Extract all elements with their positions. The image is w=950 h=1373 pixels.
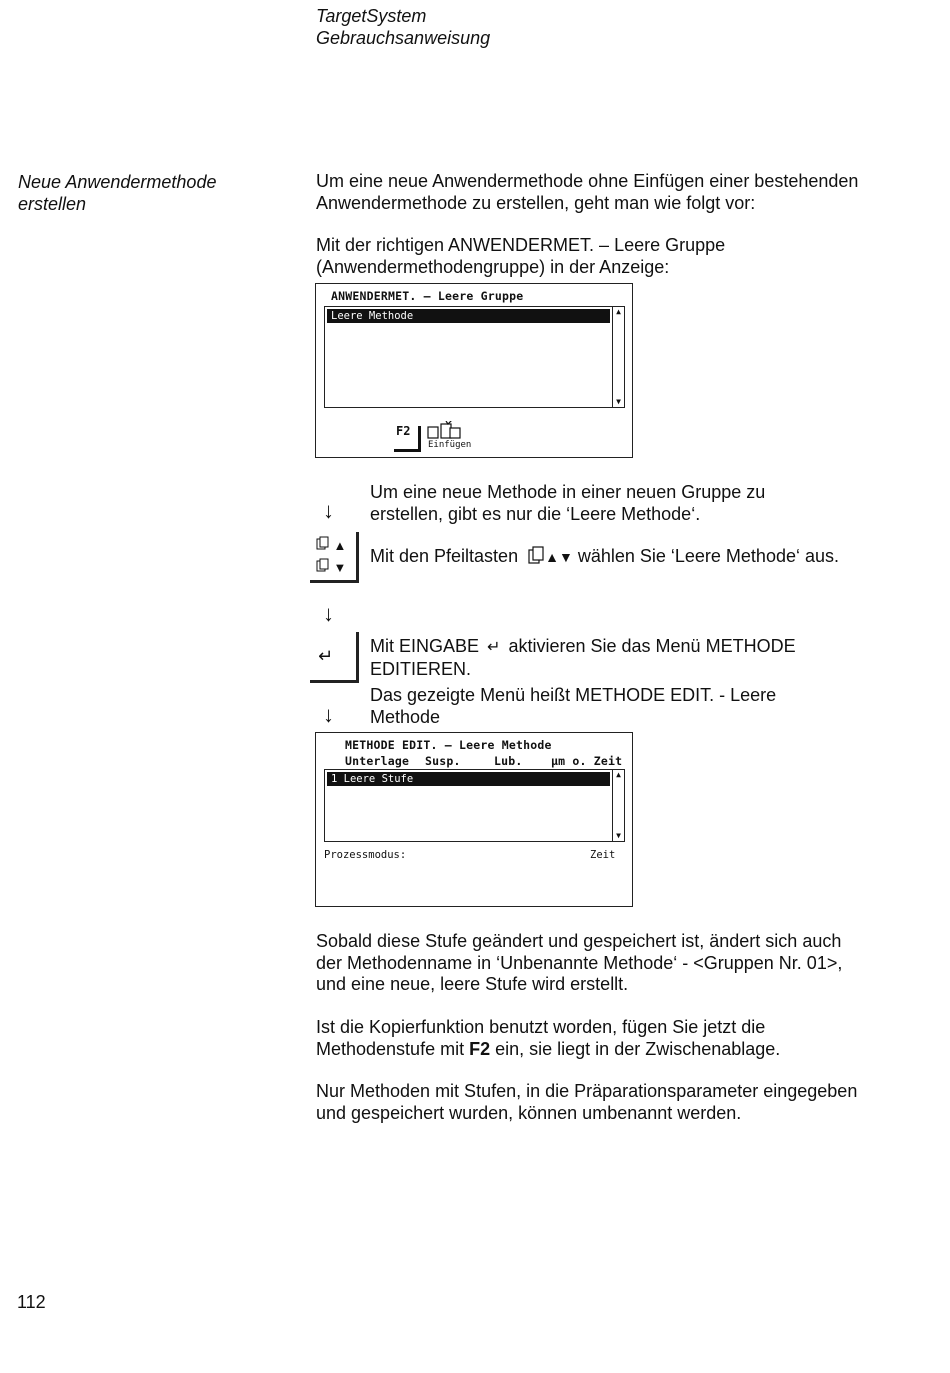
screen2-col-susp: Susp. [425, 754, 461, 768]
insert-label: Einfügen [428, 440, 472, 450]
page-number: 112 [17, 1292, 46, 1312]
precondition-line1: Mit der richtigen ANWENDERMET. – Leere Gruppe [316, 235, 726, 255]
arrow-down-icon: ▼ [333, 560, 347, 575]
para2-f2-key: F2 [469, 1038, 491, 1059]
step3-text-after: aktivieren Sie das Menü METHODE [508, 636, 796, 656]
arrow-keys[interactable] [310, 532, 359, 583]
section-heading [18, 171, 278, 215]
step3-text [370, 636, 890, 680]
insert-icon [426, 421, 462, 439]
scroll-down-icon: ▼ [616, 831, 621, 840]
screen-methode-edit [315, 732, 633, 907]
screen2-list [324, 769, 625, 842]
arrow-up-key[interactable] [316, 536, 346, 555]
intro-line1: Um eine neue Anwendermethode ohne Einfügen einer bestehenden [316, 171, 859, 191]
para1-line2: der Methodenname in ‘Unbenannte Methode‘ - <Gruppen Nr. 01>, [316, 952, 843, 973]
step4-text [370, 685, 890, 728]
screen2-title: METHODE EDIT. – Leere Methode [345, 738, 552, 752]
para2-line1: Ist die Kopierfunktion benutzt worden, fügen Sie jetzt die [316, 1017, 766, 1037]
scroll-up-icon: ▲ [616, 307, 621, 316]
step4-line1: Das gezeigte Menü heißt METHODE EDIT. - Leere [370, 685, 777, 705]
screen2-col-unterlage: Unterlage [345, 754, 410, 768]
header-title: TargetSystem [316, 6, 427, 26]
para3-line1: Nur Methoden mit Stufen, in die Präparationsparameter eingegeben [316, 1081, 858, 1101]
softkey-underline [394, 449, 420, 452]
paragraph-note [316, 1081, 896, 1124]
flow-arrow-2: ↓ [323, 601, 334, 626]
insert-function[interactable] [426, 421, 472, 453]
process-mode-label: Prozessmodus: [324, 849, 407, 861]
step2-text-before: Mit den Pfeiltasten [370, 546, 519, 566]
screen2-scrollbar[interactable] [612, 770, 624, 841]
scroll-down-icon: ▼ [616, 397, 621, 406]
screen1-title: ANWENDERMET. – Leere Gruppe [331, 289, 524, 303]
inline-arrow-icons: ▲▼ [545, 549, 573, 565]
screen1-list [324, 306, 625, 408]
step2-text-after: wählen Sie ‘Leere Methode‘ aus. [577, 546, 839, 566]
screen2-selected-item[interactable]: 1 Leere Stufe [327, 772, 610, 786]
scroll-up-icon: ▲ [616, 770, 621, 779]
para2-line2-part3: ein, sie liegt in der Zwischenablage. [495, 1038, 781, 1059]
screen-anwendermet [315, 283, 633, 458]
arrow-down-key[interactable] [316, 558, 346, 577]
process-mode-value: Zeit [590, 849, 616, 861]
flow-arrow-1: ↓ [323, 498, 334, 523]
method-list-icon [527, 545, 545, 565]
arrow-up-icon: ▲ [333, 538, 347, 553]
method-list-icon [316, 558, 329, 572]
section-heading-line1: Neue Anwendermethode [18, 172, 217, 192]
step4-line2: Methode [370, 706, 441, 727]
intro-paragraph [316, 171, 896, 214]
screen2-col-lub: Lub. [494, 754, 523, 768]
softkey-bracket [418, 426, 421, 452]
enter-key[interactable] [310, 632, 359, 683]
para1-line1: Sobald diese Stufe geändert und gespeichert ist, ändert sich auch [316, 931, 842, 951]
paragraph-copy [316, 1017, 896, 1060]
intro-line2: Anwendermethode zu erstellen, geht man wie folgt vor: [316, 192, 756, 213]
screen1-scrollbar[interactable] [612, 307, 624, 407]
screen1-selected-item[interactable]: Leere Methode [327, 309, 610, 323]
step2-text [370, 545, 890, 569]
running-header [316, 5, 490, 49]
method-list-icon [316, 536, 329, 550]
step3-line2: EDITIEREN. [370, 658, 472, 679]
step3-text-before: Mit EINGABE [370, 636, 480, 656]
paragraph-rename [316, 931, 896, 996]
header-subtitle: Gebrauchsanweisung [316, 28, 491, 48]
step1-line1: Um eine neue Methode in einer neuen Gruppe zu [370, 482, 766, 502]
section-heading-line2: erstellen [18, 194, 87, 214]
precondition-paragraph [316, 235, 896, 278]
enter-icon: ↵ [318, 646, 334, 666]
screen2-col-time: µm o. Zeit [551, 754, 623, 768]
step1-line2: erstellen, gibt es nur die ‘Leere Methode‘. [370, 503, 701, 524]
para3-line2: und gespeichert wurden, können umbenannt werden. [316, 1102, 742, 1123]
flow-arrow-3: ↓ [323, 702, 334, 727]
para2-line2-part1: Methodenstufe mit [316, 1038, 465, 1059]
f2-key-label: F2 [396, 424, 411, 438]
precondition-line2: (Anwendermethodengruppe) in der Anzeige: [316, 256, 670, 277]
enter-inline-icon: ↵ [487, 639, 501, 656]
para1-line3: und eine neue, leere Stufe wird erstellt. [316, 974, 629, 994]
f2-softkey[interactable] [396, 422, 416, 452]
step1-text [370, 482, 890, 525]
